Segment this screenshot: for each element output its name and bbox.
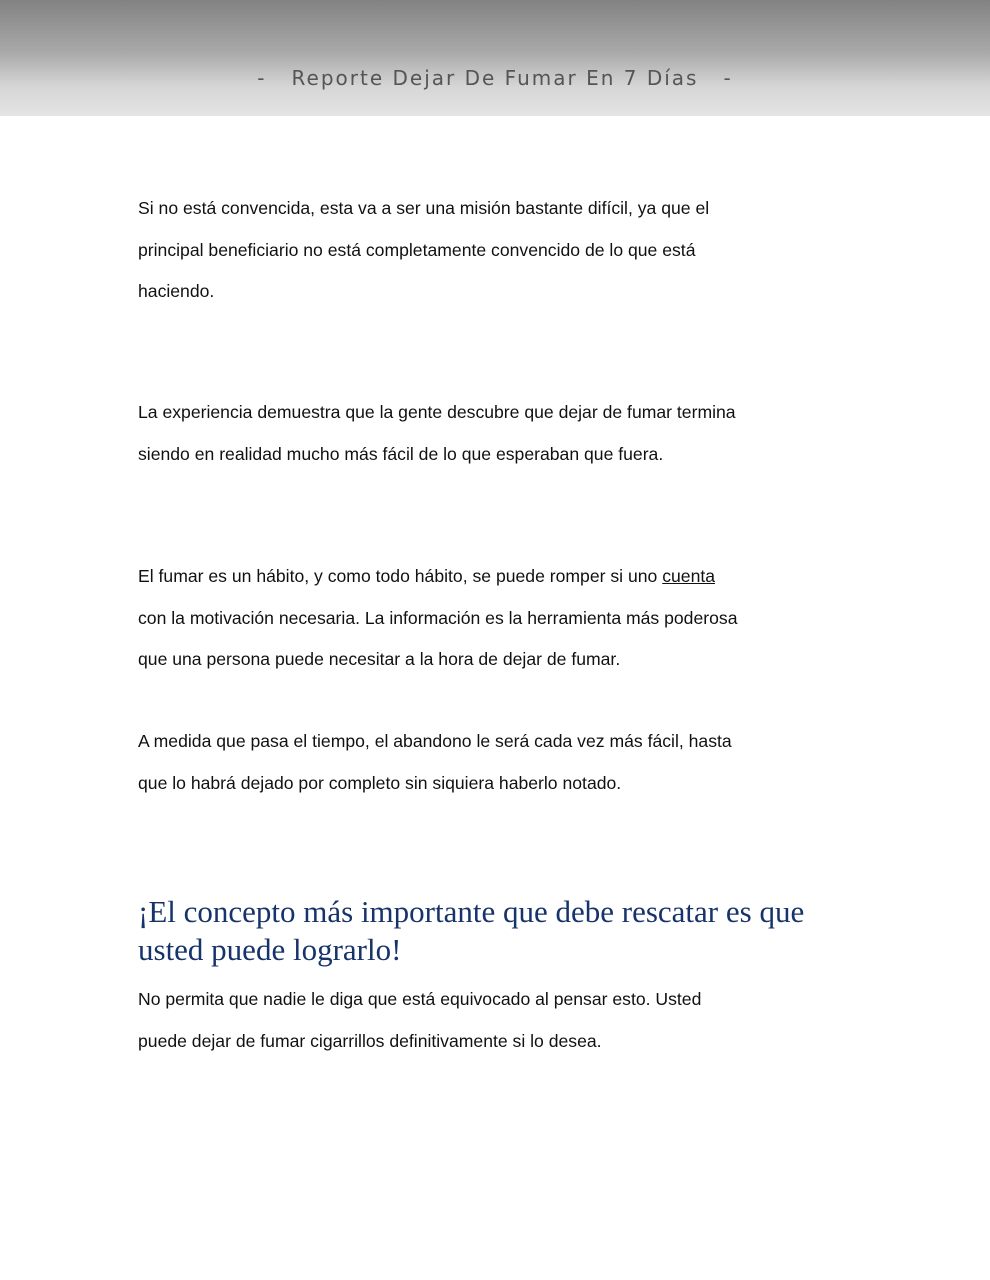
text-line: haciendo. (138, 281, 215, 301)
text-line: principal beneficiario no está completamente convencido de lo que está (138, 239, 696, 260)
closing-paragraph (138, 979, 701, 1062)
text-line: La experiencia demuestra que la gente descubre que dejar de fumar termina (138, 402, 736, 422)
text-line: A medida que pasa el tiempo, el abandono le será cada vez más fácil, hasta (138, 731, 732, 751)
text-line: No permita que nadie le diga que está equivocado al pensar esto. Usted (138, 989, 702, 1009)
heading-line: ¡El concepto más importante que debe rescatar es que (138, 894, 805, 929)
header-title: - Reporte Dejar De Fumar En 7 Días - (257, 66, 733, 90)
paragraph-1 (138, 188, 709, 313)
text-line: que lo habrá dejado por completo sin siquiera haberlo notado. (138, 772, 622, 793)
text-segment: El fumar es un hábito, y como todo hábito, se puede romper si uno (138, 566, 663, 586)
text-line: siendo en realidad mucho más fácil de lo que esperaban que fuera. (138, 443, 664, 464)
underlined-word: cuenta (662, 566, 716, 586)
text-line: que una persona puede necesitar a la hora de dejar de fumar. (138, 649, 621, 669)
text-line: Si no está convencida, esta va a ser una misión bastante difícil, ya que el (138, 198, 710, 218)
text-line: puede dejar de fumar cigarrillos definitivamente si lo desea. (138, 1030, 602, 1051)
text-line: con la motivación necesaria. La información es la herramienta más poderosa (138, 607, 738, 628)
page-header (0, 0, 990, 116)
paragraph-3 (138, 556, 737, 681)
text-line (138, 556, 737, 598)
section-heading (138, 893, 804, 969)
paragraph-2 (138, 392, 736, 475)
paragraph-4 (138, 721, 732, 804)
heading-line: usted puede lograrlo! (138, 932, 402, 967)
